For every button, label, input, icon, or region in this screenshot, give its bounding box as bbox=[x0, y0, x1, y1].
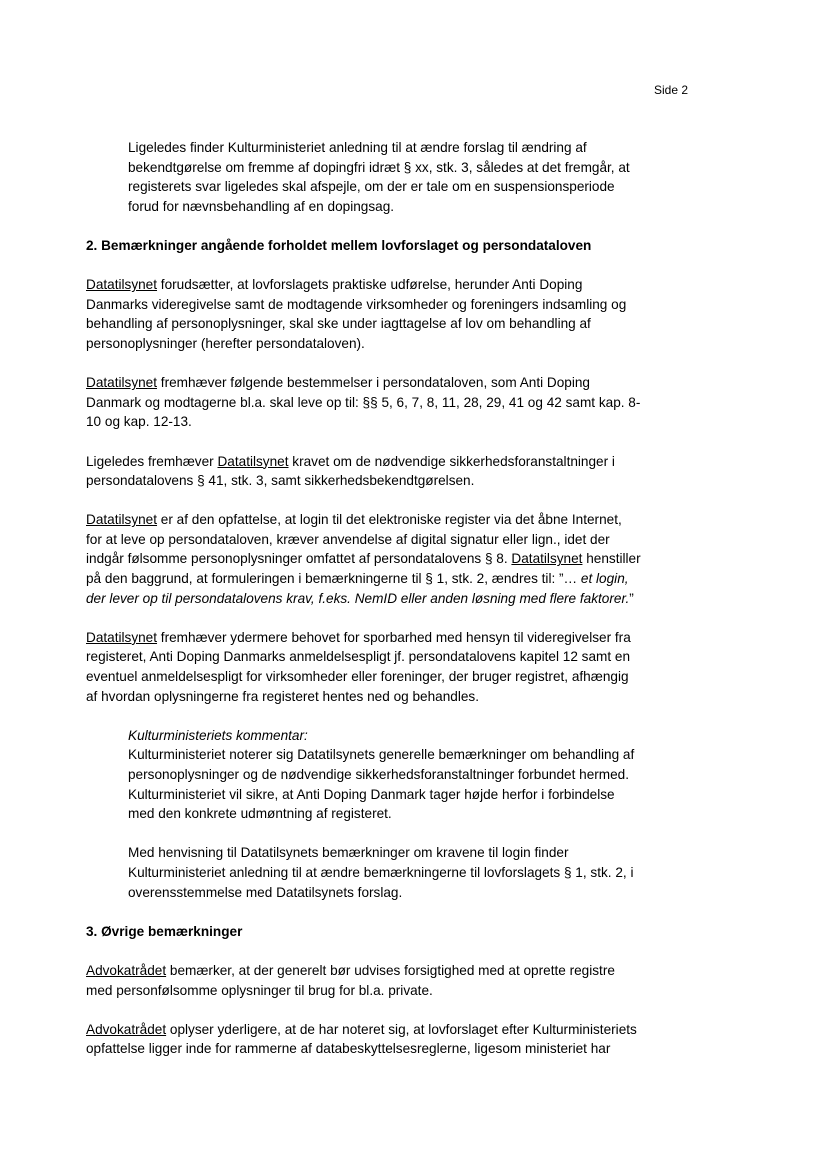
text-line: personoplysninger (herefter persondataloven). bbox=[86, 335, 365, 351]
text-line: registeret, Anti Doping Danmarks anmeldelsespligt jf. persondatalovens kapitel 12 samt en bbox=[86, 649, 631, 665]
text-span: oplyser yderligere, at de har noteret sig, at lovforslaget efter Kulturministeriets bbox=[166, 1021, 637, 1037]
paragraph-datatilsynet-1 bbox=[86, 275, 661, 353]
underlined-term: Datatilsynet bbox=[86, 375, 158, 391]
page-number: Side 2 bbox=[653, 83, 688, 97]
paragraph-datatilsynet-5 bbox=[86, 628, 661, 706]
text-line: med personfølsomme oplysninger til brug for bl.a. private. bbox=[86, 982, 433, 998]
text-span: indgår følsomme personoplysninger omfattet af persondatalovens § 8. bbox=[86, 551, 512, 567]
text-line: behandling af personoplysninger, skal ske under iagttagelse af lov om behandling af bbox=[86, 316, 591, 332]
paragraph-intro bbox=[86, 138, 661, 216]
text-span: bemærker, at der generelt bør udvises forsigtighed med at oprette registre bbox=[166, 962, 615, 978]
text-line: overensstemmelse med Datatilsynets forslag. bbox=[128, 884, 403, 900]
underlined-term: Advokatrådet bbox=[86, 1021, 167, 1037]
text-span: kravet om de nødvendige sikkerhedsforanstaltninger i bbox=[288, 453, 615, 469]
ministry-comment bbox=[86, 726, 661, 902]
paragraph-advokatraadet-2 bbox=[86, 1020, 661, 1059]
italic-quote: et login, bbox=[580, 571, 629, 587]
underlined-term: Datatilsynet bbox=[217, 453, 289, 469]
comment-title: Kulturministeriets kommentar: bbox=[128, 727, 308, 743]
text-line: Danmarks videregivelse samt de modtagende virksomheder og foreningers indsamling og bbox=[86, 296, 627, 312]
text-line: Med henvisning til Datatilsynets bemærkninger om kravene til login finder bbox=[128, 845, 569, 861]
underlined-term: Datatilsynet bbox=[86, 629, 158, 645]
text-line: bekendtgørelse om fremme af dopingfri idræt § xx, stk. 3, således at det fremgår, at bbox=[128, 159, 630, 175]
text-line: med den konkrete udmøntning af registeret. bbox=[128, 806, 392, 822]
text-line: Danmark og modtagerne bl.a. skal leve op til: §§ 5, 6, 7, 8, 11, 28, 29, 41 og 42 samt kap. 8- bbox=[86, 394, 641, 410]
paragraph-datatilsynet-2 bbox=[86, 373, 661, 432]
text-span: fremhæver ydermere behovet for sporbarhed med hensyn til videregivelser fra bbox=[157, 629, 631, 645]
underlined-term: Datatilsynet bbox=[86, 512, 158, 528]
paragraph-datatilsynet-4 bbox=[86, 510, 661, 608]
underlined-term: Advokatrådet bbox=[86, 962, 167, 978]
text-line: 10 og kap. 12-13. bbox=[86, 414, 192, 430]
text-line: persondatalovens § 41, stk. 3, samt sikkerhedsbekendtgørelsen. bbox=[86, 473, 475, 489]
text-line: Kulturministeriet noterer sig Datatilsynets generelle bemærkninger om behandling af bbox=[128, 747, 635, 763]
section-heading-3: 3. Øvrige bemærkninger bbox=[86, 923, 243, 939]
paragraph-advokatraadet-1 bbox=[86, 961, 661, 1000]
text-span: forudsætter, at lovforslagets praktiske udførelse, herunder Anti Doping bbox=[157, 277, 583, 293]
text-line: registerets svar ligeledes skal afspejle, om der er tale om en suspensionsperiode bbox=[128, 179, 615, 195]
text-span: er af den opfattelse, at login til det elektroniske register via det åbne Internet, bbox=[157, 512, 622, 528]
text-span: ” bbox=[629, 590, 634, 606]
italic-quote: der lever op til persondatalovens krav, f.eks. NemID eller anden løsning med flere faktorer. bbox=[86, 590, 630, 606]
document-body bbox=[86, 138, 661, 1059]
underlined-term: Datatilsynet bbox=[511, 551, 583, 567]
text-line: opfattelse ligger inde for rammerne af databeskyttelsesreglerne, ligesom ministeriet har bbox=[86, 1041, 611, 1057]
paragraph-datatilsynet-3 bbox=[86, 452, 661, 491]
text-line: Kulturministeriet anledning til at ændre bemærkningerne til lovforslagets § 1, stk. 2, i bbox=[128, 864, 634, 880]
text-line: af hvordan oplysningerne fra registeret hentes ned og behandles. bbox=[86, 688, 479, 704]
text-line: eventuel anmeldelsespligt for virksomheder eller foreninger, der bruger registret, afhængig bbox=[86, 669, 629, 685]
text-line: Ligeledes finder Kulturministeriet anledning til at ændre forslag til ændring af bbox=[128, 140, 587, 155]
text-line: for at leve op persondataloven, kræver anvendelse af digital signatur eller lign., idet der bbox=[86, 531, 610, 547]
section-heading-2: 2. Bemærkninger angående forholdet mellem lovforslaget og persondataloven bbox=[86, 237, 592, 253]
text-line: personoplysninger og de nødvendige sikkerhedsforanstaltninger forbundet hermed. bbox=[128, 767, 630, 782]
underlined-term: Datatilsynet bbox=[86, 277, 158, 293]
text-span: Ligeledes fremhæver bbox=[86, 453, 218, 469]
text-span: fremhæver følgende bestemmelser i persondataloven, som Anti Doping bbox=[157, 375, 590, 391]
text-span: på den baggrund, at formuleringen i bemærkningerne til § 1, stk. 2, ændres til: ”… bbox=[86, 571, 581, 587]
text-line: forud for nævnsbehandling af en dopingsag. bbox=[128, 198, 395, 214]
text-span: henstiller bbox=[582, 551, 641, 567]
text-line: Kulturministeriet vil sikre, at Anti Doping Danmark tager højde herfor i forbindelse bbox=[128, 786, 615, 802]
